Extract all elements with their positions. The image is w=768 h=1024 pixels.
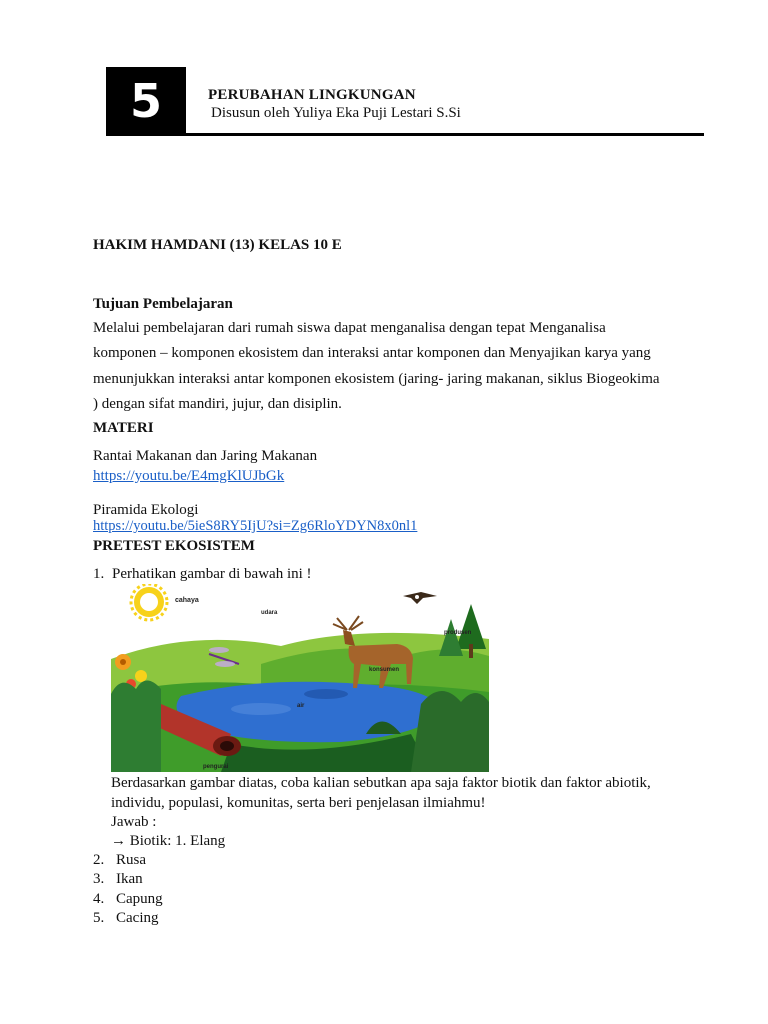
materi-video-link[interactable]: https://youtu.be/5ieS8RY5IjU?si=Zg6RloYDYN8x0nl1	[93, 518, 418, 534]
tujuan-line: komponen – komponen ekosistem dan interaksi antar komponen dan Menyajikan karya yang	[93, 345, 651, 362]
answer-item: Capung	[116, 891, 163, 907]
answer-number: 4.	[93, 891, 105, 907]
label-udara: udara	[261, 610, 278, 616]
question-number: 1.	[93, 566, 105, 582]
tujuan-paragraph	[93, 316, 693, 417]
answer-number: 5.	[93, 910, 105, 926]
answer-label: Jawab :	[111, 814, 157, 830]
chapter-number: 5	[129, 74, 162, 128]
instruction-line: individu, populasi, komunitas, serta beri penjelasan ilmiahmu!	[111, 795, 486, 811]
chapter-number-box	[106, 67, 186, 135]
answer-item: Cacing	[116, 910, 159, 926]
materi-item-title: Rantai Makanan dan Jaring Makanan	[93, 448, 318, 464]
answer-number: 2.	[93, 852, 105, 868]
tujuan-heading: Tujuan Pembelajaran	[93, 296, 233, 312]
answer-first: → Biotik: 1. Elang	[111, 833, 226, 849]
label-pengurai: pengurai	[203, 764, 229, 770]
tujuan-line: menunjukkan interaksi antar komponen ekosistem (jaring- jaring makanan, siklus Biogeokima	[93, 370, 660, 387]
instruction-line: Berdasarkan gambar diatas, coba kalian sebutkan apa saja faktor biotik dan faktor abiotik,	[111, 775, 651, 791]
chapter-author: Disusun oleh Yuliya Eka Puji Lestari S.Si	[211, 105, 461, 121]
pretest-heading: PRETEST EKOSISTEM	[93, 538, 255, 554]
student-name: HAKIM HAMDANI (13) KELAS 10 E	[93, 237, 342, 253]
label-cahaya: cahaya	[175, 597, 199, 604]
tujuan-line: Melalui pembelajaran dari rumah siswa dapat menganalisa dengan tepat Menganalisa	[93, 320, 606, 336]
header-divider	[106, 133, 704, 136]
chapter-title: PERUBAHAN LINGKUNGAN	[208, 87, 416, 103]
label-produsen: produsen	[444, 630, 472, 636]
tujuan-line: ) dengan sifat mandiri, jujur, dan disiplin.	[93, 395, 342, 412]
materi-item-title: Piramida Ekologi	[93, 502, 199, 518]
answer-number: 3.	[93, 871, 105, 887]
materi-video-link[interactable]: https://youtu.be/E4mgKlUJbGk	[93, 468, 285, 484]
label-konsumen: konsumen	[369, 667, 400, 673]
label-air: air	[297, 703, 305, 709]
ecosystem-illustration	[111, 584, 489, 772]
answer-item: Ikan	[116, 871, 143, 887]
materi-heading: MATERI	[93, 420, 154, 436]
question-text: Perhatikan gambar di bawah ini !	[112, 566, 312, 582]
answer-item: Rusa	[116, 852, 146, 868]
